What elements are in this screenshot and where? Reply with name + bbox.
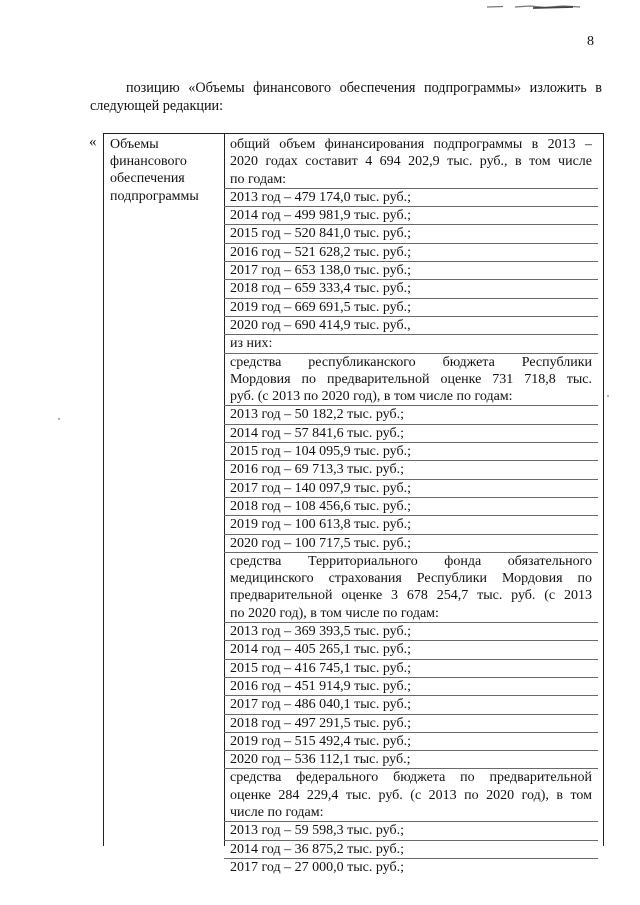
right-cell-line: общий объем финансирования подпрограммы в 2013 –	[230, 137, 592, 152]
scan-speck	[607, 395, 609, 397]
right-cell-line: 2017 год – 140 097,9 тыс. руб.;	[224, 480, 598, 498]
left-cell-line: Объемы	[110, 137, 159, 152]
scan-speck	[58, 418, 60, 420]
right-cell-line: 2018 год – 497 291,5 тыс. руб.;	[224, 715, 598, 733]
right-cell-line: 2014 год – 57 841,6 тыс. руб.;	[224, 425, 598, 443]
right-cell-line: из них:	[224, 335, 598, 353]
right-cell-line: 2015 год – 520 841,0 тыс. руб.;	[224, 225, 598, 243]
right-cell-line: 2018 год – 659 333,4 тыс. руб.;	[224, 280, 598, 298]
right-cell-line: 2015 год – 104 095,9 тыс. руб.;	[224, 443, 598, 461]
right-cell-line: 2020 год – 690 414,9 тыс. руб.,	[224, 317, 598, 335]
opening-quote-mark: «	[89, 134, 97, 150]
right-cell-line: 2020 год – 536 112,1 тыс. руб.;	[224, 751, 598, 769]
right-cell-line: руб. (с 2013 по 2020 год), в том числе по годам:	[224, 388, 598, 406]
right-cell-line: числе по годам:	[224, 804, 598, 822]
right-cell-line: оценке 284 229,4 тыс. руб. (с 2013 по 2020 год), в том	[230, 787, 592, 803]
right-cell-line: 2016 год – 451 914,9 тыс. руб.;	[224, 678, 598, 696]
right-cell-line: средства Территориального фонда обязательного	[230, 553, 592, 569]
right-cell-line: 2020 годах составит 4 694 202,9 тыс. руб., в том числе	[230, 154, 592, 170]
right-cell-line: средства федерального бюджета по предварительной	[230, 770, 592, 786]
right-cell-line: 2013 год – 50 182,2 тыс. руб.;	[224, 406, 598, 424]
scan-artifact-mark	[485, 4, 585, 10]
right-cell-line: средства республиканского бюджета Республики	[230, 354, 592, 370]
intro-paragraph: позицию «Объемы финансового обеспечения подпрограммы» изложить в следующей редакции:	[90, 80, 602, 114]
right-cell-line: по годам:	[224, 171, 598, 189]
right-cell-line: 2017 год – 27 000,0 тыс. руб.;	[230, 859, 404, 875]
left-cell-line: финансового	[110, 154, 187, 170]
right-cell-line: 2014 год – 499 981,9 тыс. руб.;	[224, 207, 598, 225]
right-cell-line: 2013 год – 59 598,3 тыс. руб.;	[224, 822, 598, 840]
left-cell-line: обеспечения	[110, 171, 185, 187]
right-cell-line: 2013 год – 479 174,0 тыс. руб.;	[224, 189, 598, 207]
right-cell-line: 2015 год – 416 745,1 тыс. руб.;	[224, 660, 598, 678]
right-cell-line: 2016 год – 521 628,2 тыс. руб.;	[224, 244, 598, 262]
right-cell-line: 2016 год – 69 713,3 тыс. руб.;	[224, 461, 598, 479]
table-left-cell	[110, 136, 218, 205]
right-cell-line: 2018 год – 108 456,6 тыс. руб.;	[224, 498, 598, 516]
right-cell-line: 2013 год – 369 393,5 тыс. руб.;	[224, 623, 598, 641]
right-cell-line: 2020 год – 100 717,5 тыс. руб.;	[224, 535, 598, 553]
right-cell-line: предварительной оценке 3 678 254,7 тыс. руб. (с 2013	[230, 588, 592, 604]
right-cell-line: 2019 год – 515 492,4 тыс. руб.;	[224, 733, 598, 751]
page-number: 8	[587, 34, 594, 49]
right-cell-line: медицинского страхования Республики Мордовия по	[230, 571, 592, 587]
right-cell-line: 2017 год – 486 040,1 тыс. руб.;	[224, 696, 598, 714]
right-cell-line: 2014 год – 36 875,2 тыс. руб.;	[224, 841, 598, 859]
right-cell-line: Мордовия по предварительной оценке 731 718,8 тыс.	[230, 371, 592, 387]
right-cell-line: по 2020 год), в том числе по годам:	[224, 605, 598, 623]
right-cell-line: 2014 год – 405 265,1 тыс. руб.;	[224, 641, 598, 659]
right-cell-line: 2019 год – 669 691,5 тыс. руб.;	[224, 299, 598, 317]
left-cell-line: подпрограммы	[110, 188, 199, 204]
table-right-cell	[230, 136, 598, 876]
right-cell-line: 2017 год – 653 138,0 тыс. руб.;	[224, 262, 598, 280]
right-cell-line: 2019 год – 100 613,8 тыс. руб.;	[224, 516, 598, 534]
